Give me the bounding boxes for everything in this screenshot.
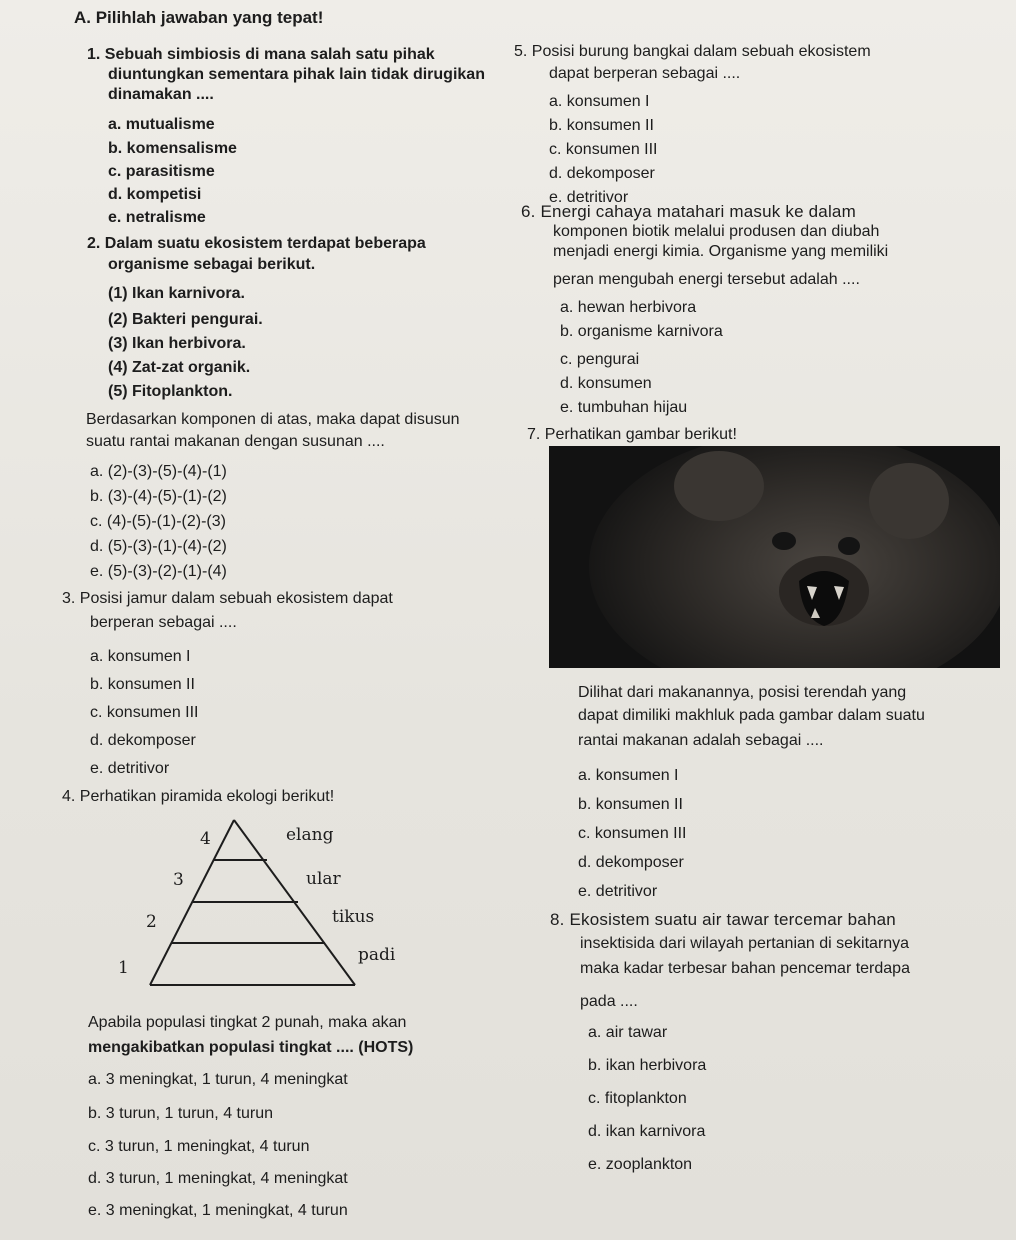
q2-option-e[interactable]: e. (5)-(3)-(2)-(1)-(4) bbox=[90, 563, 227, 580]
q1-option-b[interactable]: b. komensalisme bbox=[108, 140, 237, 157]
q1-line2: diuntungkan sementara pihak lain tidak dirugikan bbox=[108, 66, 485, 83]
q2-option-b[interactable]: b. (3)-(4)-(5)-(1)-(2) bbox=[90, 488, 227, 505]
q6-line4: peran mengubah energi tersebut adalah .... bbox=[553, 271, 860, 288]
q7-line4: rantai makanan adalah sebagai .... bbox=[578, 732, 824, 749]
pyramid-level-2-num: 2 bbox=[146, 912, 157, 932]
q8-option-c[interactable]: c. fitoplankton bbox=[588, 1090, 687, 1107]
q8-line1: 8. Ekosistem suatu air tawar tercemar bahan bbox=[550, 910, 896, 929]
q4-line1: 4. Perhatikan piramida ekologi berikut! bbox=[62, 788, 335, 805]
q7-line2: Dilihat dari makanannya, posisi terendah yang bbox=[578, 684, 907, 701]
q4-line3: mengakibatkan populasi tingkat .... (HOTS) bbox=[88, 1039, 414, 1056]
q8-line3: maka kadar terbesar bahan pencemar terdapa bbox=[580, 960, 910, 977]
q3-option-b[interactable]: b. konsumen II bbox=[90, 676, 195, 693]
q4-line2: Apabila populasi tingkat 2 punah, maka akan bbox=[88, 1014, 407, 1031]
q4-option-a[interactable]: a. 3 meningkat, 1 turun, 4 meningkat bbox=[88, 1071, 348, 1088]
q3-option-a[interactable]: a. konsumen I bbox=[90, 648, 191, 665]
q2-line1: 2. Dalam suatu ekosistem terdapat beberapa bbox=[87, 235, 426, 252]
bear-image bbox=[549, 446, 1000, 668]
ecological-pyramid bbox=[100, 810, 430, 990]
q5-option-a[interactable]: a. konsumen I bbox=[549, 93, 650, 110]
q4-option-d[interactable]: d. 3 turun, 1 meningkat, 4 meningkat bbox=[88, 1170, 348, 1187]
q8-line4: pada .... bbox=[580, 993, 638, 1010]
q1-option-d[interactable]: d. kompetisi bbox=[108, 186, 202, 203]
q5-option-e[interactable]: e. detritivor bbox=[549, 189, 629, 206]
q8-option-e[interactable]: e. zooplankton bbox=[588, 1156, 693, 1173]
q7-line3: dapat dimiliki makhluk pada gambar dalam suatu bbox=[578, 707, 925, 724]
q6-line1: 6. Energi cahaya matahari masuk ke dalam bbox=[521, 202, 856, 221]
q2-item-4: (4) Zat-zat organik. bbox=[108, 359, 251, 376]
q5-option-c[interactable]: c. konsumen III bbox=[549, 141, 658, 158]
q6-option-d[interactable]: d. konsumen bbox=[560, 375, 652, 392]
q7-option-e[interactable]: e. detritivor bbox=[578, 883, 658, 900]
q3-option-d[interactable]: d. dekomposer bbox=[90, 732, 196, 749]
q8-option-d[interactable]: d. ikan karnivora bbox=[588, 1123, 706, 1140]
q3-line2: berperan sebagai .... bbox=[90, 614, 237, 631]
bear-photo bbox=[549, 446, 1000, 668]
q1-line3: dinamakan .... bbox=[108, 86, 214, 103]
pyramid-level-3-label: ular bbox=[306, 869, 341, 889]
q8-option-a[interactable]: a. air tawar bbox=[588, 1024, 668, 1041]
q2-item-5: (5) Fitoplankton. bbox=[108, 383, 233, 400]
q6-option-b[interactable]: b. organisme karnivora bbox=[560, 323, 723, 340]
q6-option-a[interactable]: a. hewan herbivora bbox=[560, 299, 697, 316]
q6-option-c[interactable]: c. pengurai bbox=[560, 351, 640, 368]
q2-line4: suatu rantai makanan dengan susunan .... bbox=[86, 433, 385, 450]
q6-line2: komponen biotik melalui produsen dan diubah bbox=[553, 223, 880, 240]
q2-item-2: (2) Bakteri pengurai. bbox=[108, 311, 263, 328]
q4-option-e[interactable]: e. 3 meningkat, 1 meningkat, 4 turun bbox=[88, 1202, 348, 1219]
pyramid-diagram bbox=[100, 810, 430, 990]
q4-option-b[interactable]: b. 3 turun, 1 turun, 4 turun bbox=[88, 1105, 274, 1122]
q1-option-a[interactable]: a. mutualisme bbox=[108, 116, 215, 133]
q2-option-d[interactable]: d. (5)-(3)-(1)-(4)-(2) bbox=[90, 538, 227, 555]
q8-option-b[interactable]: b. ikan herbivora bbox=[588, 1057, 707, 1074]
q6-line3: menjadi energi kimia. Organisme yang memiliki bbox=[553, 243, 889, 260]
q2-line2: organisme sebagai berikut. bbox=[108, 256, 316, 273]
q2-option-c[interactable]: c. (4)-(5)-(1)-(2)-(3) bbox=[90, 513, 226, 530]
pyramid-level-1-num: 1 bbox=[118, 958, 129, 978]
q2-item-3: (3) Ikan herbivora. bbox=[108, 335, 246, 352]
q1-option-c[interactable]: c. parasitisme bbox=[108, 163, 215, 180]
q3-option-e[interactable]: e. detritivor bbox=[90, 760, 170, 777]
q5-line1: 5. Posisi burung bangkai dalam sebuah ekosistem bbox=[514, 43, 871, 60]
q5-option-b[interactable]: b. konsumen II bbox=[549, 117, 654, 134]
section-heading: A. Pilihlah jawaban yang tepat! bbox=[74, 8, 324, 27]
q7-line1: 7. Perhatikan gambar berikut! bbox=[527, 426, 737, 443]
q2-line3: Berdasarkan komponen di atas, maka dapat disusun bbox=[86, 411, 460, 428]
q2-option-a[interactable]: a. (2)-(3)-(5)-(4)-(1) bbox=[90, 463, 227, 480]
q7-option-d[interactable]: d. dekomposer bbox=[578, 854, 684, 871]
pyramid-level-3-num: 3 bbox=[173, 870, 184, 890]
q3-option-c[interactable]: c. konsumen III bbox=[90, 704, 199, 721]
q7-option-a[interactable]: a. konsumen I bbox=[578, 767, 679, 784]
q2-item-1: (1) Ikan karnivora. bbox=[108, 285, 245, 302]
q5-line2: dapat berperan sebagai .... bbox=[549, 65, 741, 82]
q7-option-b[interactable]: b. konsumen II bbox=[578, 796, 683, 813]
q7-option-c[interactable]: c. konsumen III bbox=[578, 825, 687, 842]
q5-option-d[interactable]: d. dekomposer bbox=[549, 165, 655, 182]
q1-line1: 1. Sebuah simbiosis di mana salah satu pihak bbox=[87, 46, 435, 63]
pyramid-level-1-label: padi bbox=[358, 945, 396, 965]
pyramid-level-4-num: 4 bbox=[200, 829, 211, 849]
pyramid-level-4-label: elang bbox=[286, 825, 334, 845]
q8-line2: insektisida dari wilayah pertanian di sekitarnya bbox=[580, 935, 910, 952]
q6-option-e[interactable]: e. tumbuhan hijau bbox=[560, 399, 688, 416]
q4-option-c[interactable]: c. 3 turun, 1 meningkat, 4 turun bbox=[88, 1138, 310, 1155]
q3-line1: 3. Posisi jamur dalam sebuah ekosistem dapat bbox=[62, 590, 393, 607]
pyramid-level-2-label: tikus bbox=[332, 907, 375, 927]
q1-option-e[interactable]: e. netralisme bbox=[108, 209, 206, 226]
